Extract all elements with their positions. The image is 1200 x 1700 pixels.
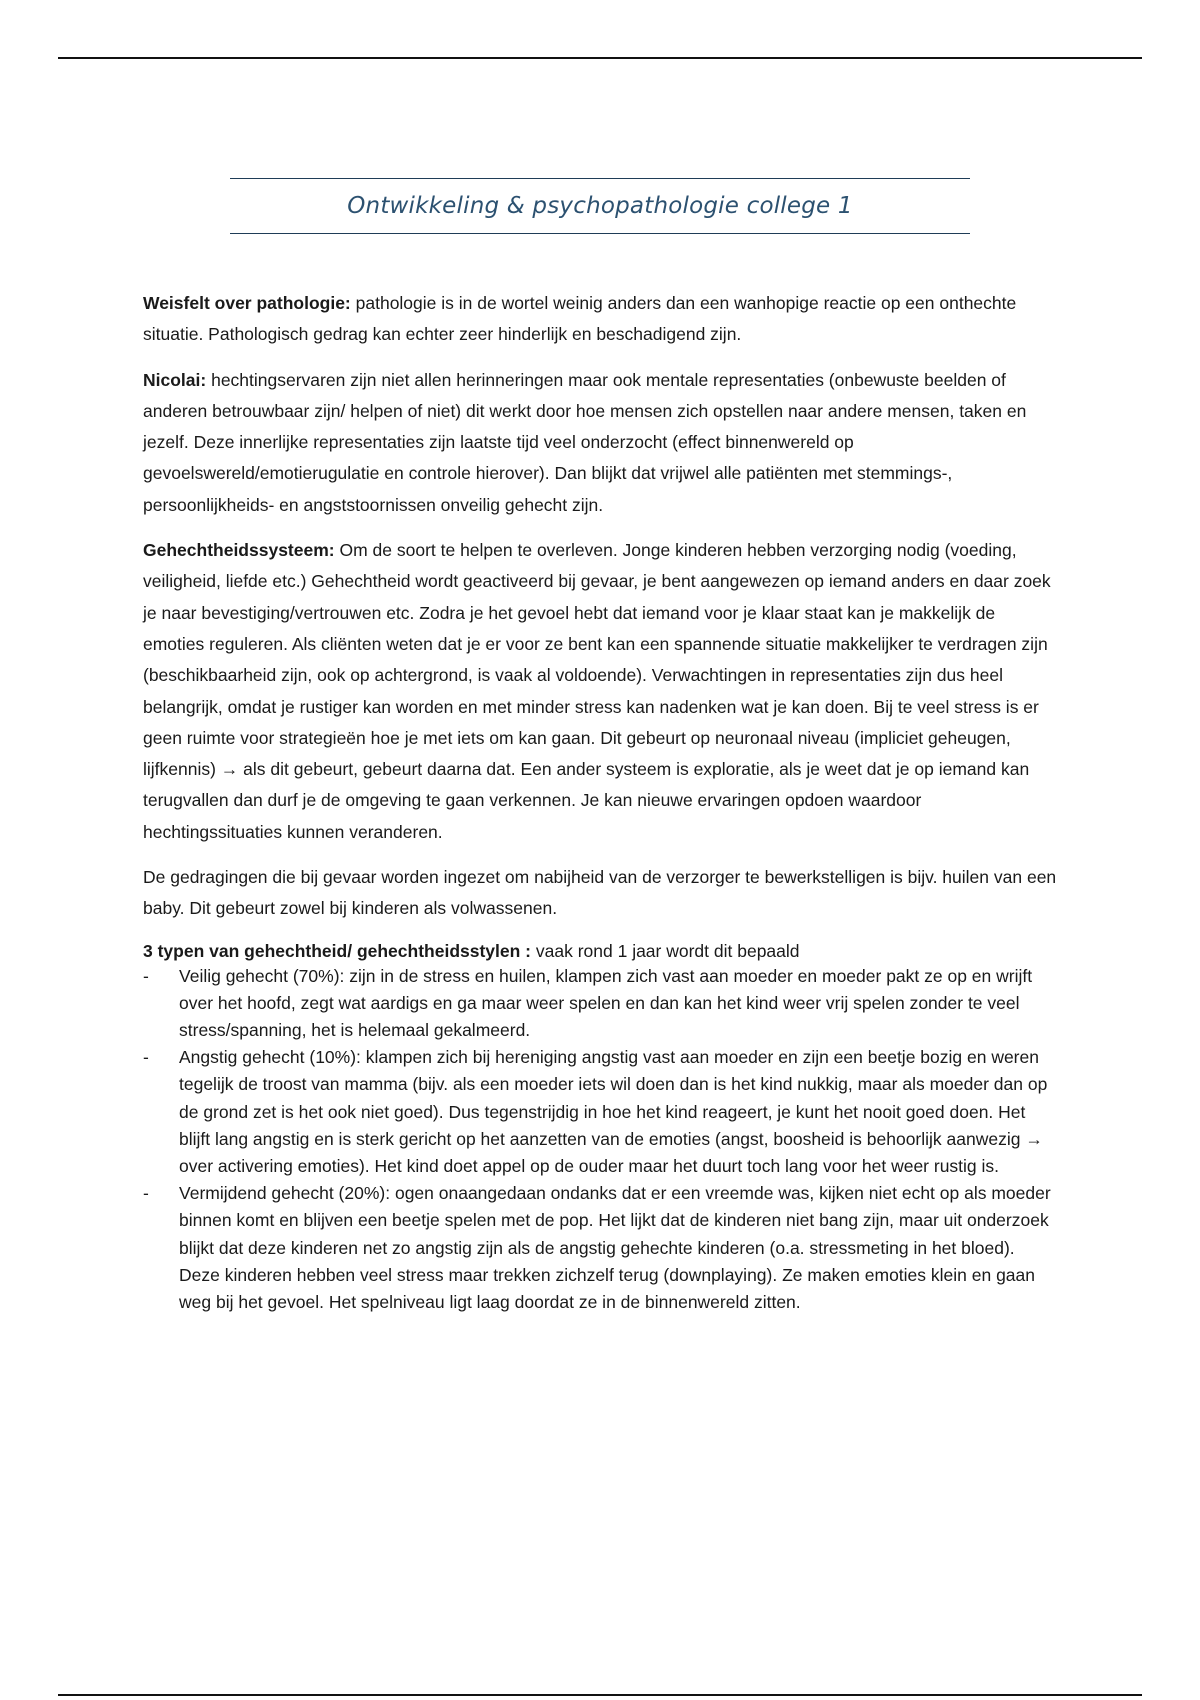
paragraph-gedragingen [143,862,1060,925]
paragraph-nicolai [143,365,1060,521]
list-item-text: Angstig gehecht (10%): klampen zich bij hereniging angstig vast aan moeder en zijn een beetje bozig en weren tegelijk de troost van mamma (bijv. als een moeder iets wil doen dan is het kind nukkig, maar als moeder dan op de grond zet is het ook niet goed). Dus tegenstrijdig in hoe het kind reageert, je kunt het nooit goed doen. Het blijft lang angstig en is sterk gericht op het aanzetten van de emoties (angst, boosheid is behoorlijk aanwezig → over activering emoties). Het kind doet appel op de ouder maar het duurt toch lang voor het weer rustig is. [179,1047,1048,1177]
paragraph-text: hechtingservaren zijn niet allen herinneringen maar ook mentale representaties (onbewuste beelden of anderen betrouwbaar zijn/ helpen of niet) dit werkt door hoe mensen zich opstellen naar andere mensen, taken en jezelf. Deze innerlijke representaties zijn laatste tijd veel onderzocht (effect binnenwereld op gevoelswereld/emotierugulatie en controle hierover). Dan blijkt dat vrijwel alle patiënten met stemmings-, persoonlijkheids- en angststoornissen onveilig gehecht zijn. [143,369,1027,515]
bullet-dash: - [143,1183,149,1204]
list-item [143,963,1060,1045]
types-heading [143,939,1060,963]
page-bottom-rule [58,1694,1142,1696]
title-bottom-rule [230,233,970,234]
list-item [143,1180,1060,1316]
types-heading-text: vaak rond 1 jaar wordt dit bepaald [531,940,800,961]
attachment-types-list [143,963,1060,1317]
paragraph-gehechtheidssysteem [143,535,1060,848]
title-block [230,178,970,234]
paragraph-text: pathologie is in de wortel weinig anders dan een wanhopige reactie op een onthechte situatie. Pathologisch gedrag kan echter zeer hinderlijk en beschadigend zijn. [143,293,1017,345]
list-item [143,1044,1060,1180]
list-item-text: Vermijdend gehecht (20%): ogen onaangedaan ondanks dat er een vreemde was, kijken niet echt op als moeder binnen komt en blijven een beetje spelen met de pop. Het lijkt dat de kinderen niet bang zijn, maar uit onderzoek blijkt dat deze kinderen net zo angstig zijn als de angstig gehechte kinderen (o.a. stressmeting in het bloed). Deze kinderen hebben veel stress maar trekken zichzelf terug (downplaying). Ze maken emoties klein en gaan weg bij het gevoel. Het spelniveau ligt laag doordat ze in de binnenwereld zitten. [179,1183,1051,1313]
types-heading-lead: 3 typen van gehechtheid/ gehechtheidsstylen : [143,940,532,961]
bullet-dash: - [143,965,149,986]
paragraph-text: De gedragingen die bij gevaar worden ingezet om nabijheid van de verzorger te bewerkstelligen is bijv. huilen van een baby. Dit gebeurt zowel bij kinderen als volwassenen. [143,867,1057,919]
paragraph-lead: Weisfelt over pathologie: [143,293,351,313]
document-body [143,288,1060,1316]
paragraph-weisfelt [143,288,1060,351]
paragraph-text: Om de soort te helpen te overleven. Jonge kinderen hebben verzorging nodig (voeding, veiligheid, liefde etc.) Gehechtheid wordt geactiveerd bij gevaar, je bent aangewezen op iemand anders en daar zoek je naar bevestiging/vertrouwen etc. Zodra je het gevoel hebt dat iemand voor je klaar staat kan je makkelijk de emoties reguleren. Als cliënten weten dat je er voor ze bent kan een spannende situatie makkelijker te verdragen zijn (beschikbaarheid zijn, ook op achtergrond, is vaak al voldoende). Verwachtingen in representaties zijn dus heel belangrijk, omdat je rustiger kan worden en met minder stress kan nadenken wat je kan doen. Bij te veel stress is er geen ruimte voor strategieën hoe je met iets om kan gaan. Dit gebeurt op neuronaal niveau (impliciet geheugen, lijfkennis) → als dit gebeurt, gebeurt daarna dat. Een ander systeem is exploratie, als je weet dat je op iemand kan terugvallen dan durf je de omgeving te gaan verkennen. Je kan nieuwe ervaringen opdoen waardoor hechtingssituaties kunnen veranderen. [143,540,1051,842]
paragraph-lead: Nicolai: [143,369,207,390]
document-title: Ontwikkeling & psychopathologie college 1 [347,193,853,219]
bullet-dash: - [143,1047,149,1068]
page-top-rule [58,57,1142,59]
list-item-text: Veilig gehecht (70%): zijn in de stress en huilen, klampen zich vast aan moeder en moeder pakt ze op en wrijft over het hoofd, zegt wat aardigs en ga maar weer spelen en dan kan het kind weer vrij spelen zonder te veel stress/spanning, het is helemaal gekalmeerd. [179,965,1033,1041]
paragraph-lead: Gehechtheidssysteem: [143,540,335,561]
